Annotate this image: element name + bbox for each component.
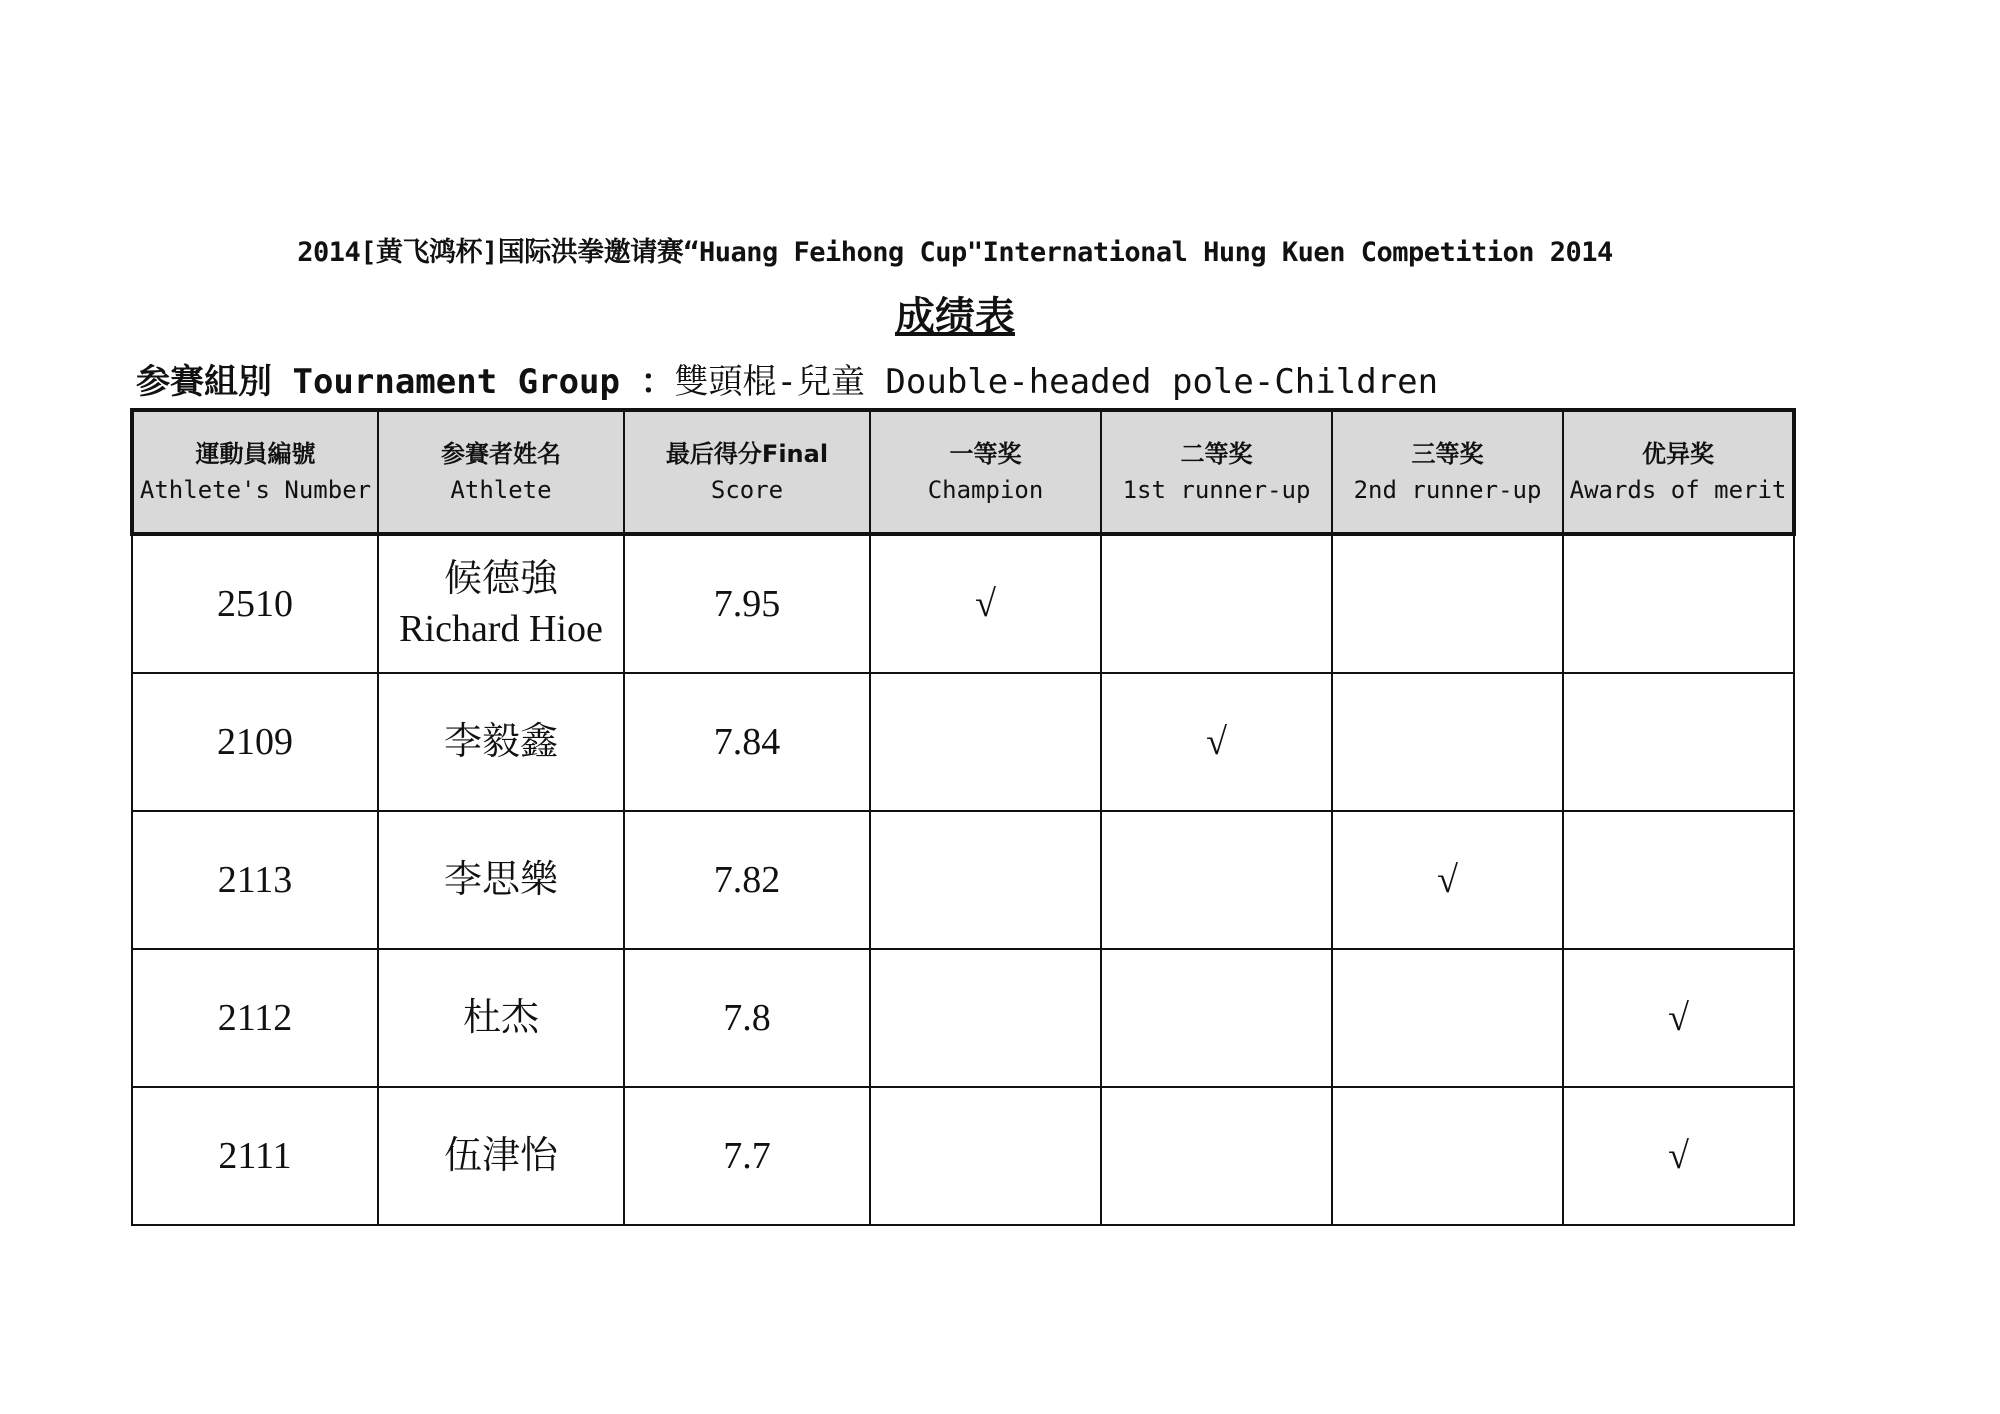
column-header-athlete xyxy=(378,410,624,534)
2nd-runner-up-cell xyxy=(1332,1087,1563,1225)
athlete-name-cell xyxy=(378,811,624,949)
final-score-cell: 7.82 xyxy=(624,811,870,949)
table-row xyxy=(132,1087,1794,1225)
column-header-en: Awards of merit xyxy=(1569,476,1787,504)
column-header-zh: 一等奖 xyxy=(949,440,1022,468)
column-header-zh: 三等奖 xyxy=(1411,440,1484,468)
column-header-champion xyxy=(870,410,1101,534)
athlete-name-cell xyxy=(378,673,624,811)
1st-runner-up-cell xyxy=(1101,811,1332,949)
column-header-en: 1st runner-up xyxy=(1122,476,1311,504)
column-header-zh: 二等奖 xyxy=(1180,440,1253,468)
athlete-name-zh: 候德強 xyxy=(443,558,558,600)
athlete-name-cell xyxy=(378,534,624,673)
2nd-runner-up-cell xyxy=(1332,534,1563,673)
athlete-name-en: Richard Hioe xyxy=(399,608,603,650)
tournament-group-line xyxy=(136,354,1438,403)
2nd-runner-up-cell xyxy=(1332,949,1563,1087)
awards-of-merit-cell: √ xyxy=(1563,949,1794,1087)
tournament-group-label: 参賽組別 Tournament Group ： xyxy=(136,362,675,402)
column-header-athlete-number xyxy=(132,410,378,534)
athlete-name-zh: 伍津怡 xyxy=(443,1135,558,1177)
athlete-number-cell: 2109 xyxy=(132,673,378,811)
final-score-cell: 7.7 xyxy=(624,1087,870,1225)
column-header-en: Athlete xyxy=(450,476,552,504)
champion-cell xyxy=(870,1087,1101,1225)
athlete-number-cell: 2112 xyxy=(132,949,378,1087)
document-title: 成绩表 xyxy=(895,294,1015,340)
champion-cell xyxy=(870,949,1101,1087)
athlete-number-cell: 2510 xyxy=(132,534,378,673)
column-header-en: Athlete's Number xyxy=(139,476,372,504)
athlete-number-cell: 2113 xyxy=(132,811,378,949)
results-table xyxy=(130,408,1796,1226)
column-header-zh: 運動員編號 xyxy=(195,440,316,468)
athlete-name-zh: 杜杰 xyxy=(462,997,539,1039)
1st-runner-up-cell xyxy=(1101,534,1332,673)
final-score-cell: 7.84 xyxy=(624,673,870,811)
awards-of-merit-cell xyxy=(1563,673,1794,811)
awards-of-merit-cell xyxy=(1563,534,1794,673)
header-row xyxy=(132,410,1794,534)
column-header-final-score xyxy=(624,410,870,534)
column-header-2nd-runner-up xyxy=(1332,410,1563,534)
final-score-cell: 7.8 xyxy=(624,949,870,1087)
column-header-en: 2nd runner-up xyxy=(1353,476,1542,504)
table-row xyxy=(132,534,1794,673)
column-header-awards-of-merit xyxy=(1563,410,1794,534)
tournament-group-value: 雙頭棍-兒童 Double-headed pole-Children xyxy=(674,362,1439,402)
athlete-name-zh: 李思樂 xyxy=(443,859,558,901)
column-header-zh: 最后得分Final xyxy=(665,440,829,468)
awards-of-merit-cell: √ xyxy=(1563,1087,1794,1225)
column-header-zh: 参賽者姓名 xyxy=(441,440,561,468)
1st-runner-up-cell xyxy=(1101,949,1332,1087)
final-score-cell: 7.95 xyxy=(624,534,870,673)
table-row xyxy=(132,949,1794,1087)
2nd-runner-up-cell: √ xyxy=(1332,811,1563,949)
athlete-number-cell: 2111 xyxy=(132,1087,378,1225)
champion-cell: √ xyxy=(870,534,1101,673)
awards-of-merit-cell xyxy=(1563,811,1794,949)
1st-runner-up-cell: √ xyxy=(1101,673,1332,811)
column-header-1st-runner-up xyxy=(1101,410,1332,534)
athlete-name-cell xyxy=(378,1087,624,1225)
table-row xyxy=(132,673,1794,811)
athlete-name-cell xyxy=(378,949,624,1087)
column-header-en: Score xyxy=(710,476,784,504)
champion-cell xyxy=(870,673,1101,811)
column-header-zh: 优异奖 xyxy=(1642,440,1714,468)
column-header-en: Champion xyxy=(927,476,1044,504)
competition-title: 2014[黄飞鸿杯]国际洪拳邀请赛“Huang Feihong Cup"International Hung Kuen Competition 2014 xyxy=(297,237,1613,268)
1st-runner-up-cell xyxy=(1101,1087,1332,1225)
2nd-runner-up-cell xyxy=(1332,673,1563,811)
champion-cell xyxy=(870,811,1101,949)
table-row xyxy=(132,811,1794,949)
athlete-name-zh: 李毅鑫 xyxy=(443,721,558,763)
